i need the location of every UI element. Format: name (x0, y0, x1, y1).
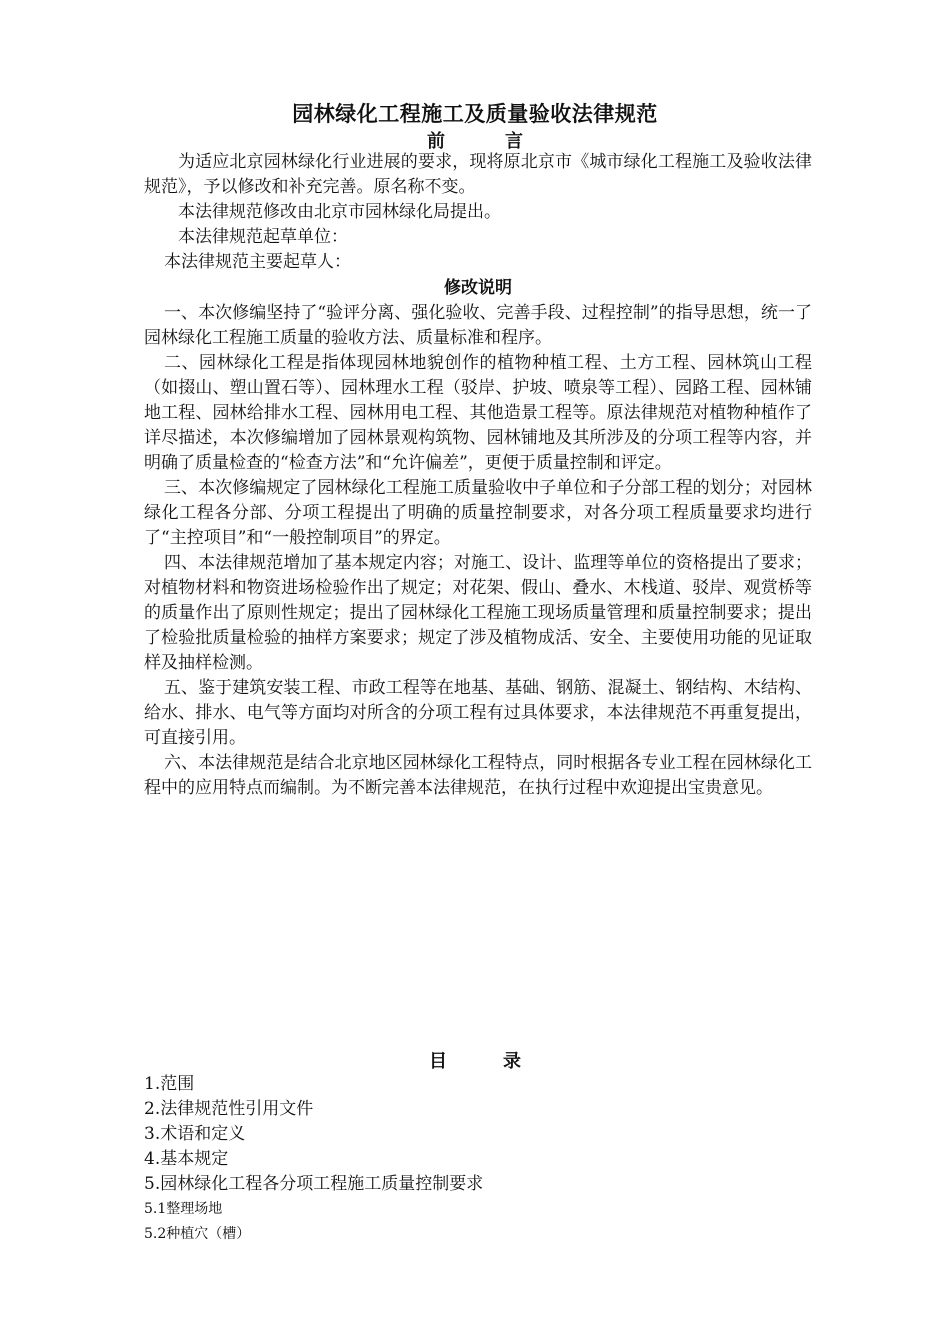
table-of-contents (144, 1072, 744, 1247)
toc-item: 3.术语和定义 (144, 1124, 246, 1144)
toc-item: 2.法律规范性引用文件 (144, 1099, 314, 1119)
toc-subitem: 5.2种植穴（槽） (144, 1226, 251, 1242)
preface-paragraph: 本法律规范起草单位： (178, 227, 348, 247)
revision-paragraph: 一、本次修编坚持了“验评分离、强化验收、完善手段、过程控制”的指导思想，统一了园林绿化工程施工质量的验收方法、质量标准和程序。 (144, 303, 812, 348)
revision-paragraph: 五、鉴于建筑安装工程、市政工程等在地基、基础、钢筋、混凝土、钢结构、木结构、给水、排水、电气等方面均对所含的分项工程有过具体要求，本法律规范不再重复提出，可直接引用。 (144, 678, 812, 748)
revision-paragraph: 六、本法律规范是结合北京地区园林绿化工程特点，同时根据各专业工程在园林绿化工程中的应用特点而编制。为不断完善本法律规范，在执行过程中欢迎提出宝贵意见。 (144, 753, 812, 798)
document-title: 园林绿化工程施工及质量验收法律规范 (292, 101, 658, 126)
preface-paragraph: 本法律规范修改由北京市园林绿化局提出。 (178, 202, 501, 222)
revision-paragraph: 三、本次修编规定了园林绿化工程施工质量验收中子单位和子分部工程的划分；对园林绿化工程各分部、分项工程提出了明确的质量控制要求，对各分项工程质量要求均进行了“主控项目”和“一般控制项目”的界定。 (144, 478, 812, 548)
toc-subitem: 5.1整理场地 (144, 1201, 223, 1217)
revision-paragraph: 四、本法律规范增加了基本规定内容；对施工、设计、监理等单位的资格提出了要求；对植物材料和物资进场检验作出了规定；对花架、假山、叠水、木栈道、驳岸、观赏桥等的质量作出了原则性规定；提出了园林绿化工程施工现场质量管理和质量控制要求；提出了检验批质量检验的抽样方案要求；规定了涉及植物成活、安全、主要使用功能的见证取样及抽样检测。 (144, 553, 812, 673)
toc-heading-char-1: 目 (429, 1051, 447, 1072)
toc-heading-char-2: 录 (503, 1051, 521, 1072)
revision-heading: 修改说明 (444, 278, 512, 298)
preface-heading-char-2: 言 (505, 131, 523, 152)
preface-paragraph: 本法律规范主要起草人： (164, 252, 351, 272)
document-body (144, 150, 812, 801)
toc-item: 4.基本规定 (144, 1149, 229, 1169)
preface-heading-char-1: 前 (427, 131, 445, 152)
toc-heading (0, 1047, 950, 1073)
toc-item: 1.范围 (144, 1074, 195, 1094)
toc-item: 5.园林绿化工程各分项工程施工质量控制要求 (144, 1174, 484, 1194)
preface-paragraph: 为适应北京园林绿化行业进展的要求，现将原北京市《城市绿化工程施工及验收法律规范》，予以修改和补充完善。原名称不变。 (144, 152, 812, 197)
revision-paragraph: 二、园林绿化工程是指体现园林地貌创作的植物种植工程、土方工程、园林筑山工程（如掇山、塑山置石等）、园林理水工程（驳岸、护坡、喷泉等工程）、园路工程、园林铺地工程、园林给排水工程、园林用电工程、其他造景工程等。原法律规范对植物种植作了详尽描述，本次修编增加了园林景观构筑物、园林铺地及其所涉及的分项工程等内容，并明确了质量检查的“检查方法”和“允许偏差”，更便于质量控制和评定。 (144, 353, 812, 473)
